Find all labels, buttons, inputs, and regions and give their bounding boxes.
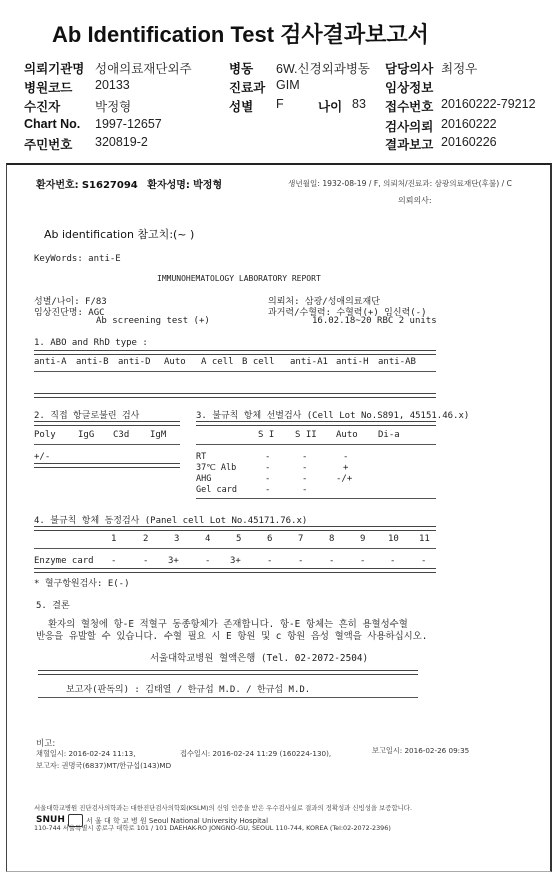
header-label: Chart No. — [24, 117, 81, 131]
divider — [34, 526, 436, 531]
transfusion-detail: 16.02.18~20 RBC 2 units — [312, 316, 437, 326]
screen-value: - — [265, 452, 271, 462]
snuh-logo: SNUH — [36, 815, 65, 825]
collect-date: 채혈일시: 2016-02-24 11:13, — [36, 749, 136, 758]
panel-col: 6 — [267, 534, 273, 544]
transfusion-history: 과거력/수혈력: 수혈력(+) 임신력(-) — [268, 308, 427, 318]
patient-no: S1627094 — [81, 180, 138, 191]
panel-col: 1 — [111, 534, 117, 544]
header-label: 병원코드 — [24, 81, 73, 95]
blood-bank: 서울대학교병원 혈액은행 (Tel. 02-2072-2504) — [150, 653, 369, 664]
header-label: 수진자 — [24, 100, 61, 114]
hospital-address: 110-744 서울특별시 종로구 대학로 101 / 101 DAEHAK-RO JONGNO-GU, SEOUL 110-744, KOREA (Tel:02-2072-2396) — [34, 824, 391, 832]
panel-col: 5 — [236, 534, 242, 544]
divider — [196, 498, 436, 499]
header-label: 성별 — [229, 100, 254, 114]
abo-col: anti-D — [118, 357, 151, 367]
panel-col: 8 — [329, 534, 335, 544]
panel-value: - — [360, 556, 366, 566]
panel-value: - — [143, 556, 149, 566]
abo-col: A cell — [201, 357, 234, 367]
screen-value: - — [302, 463, 308, 473]
header-label: 나이 — [318, 100, 343, 114]
header-label: 진료과 — [229, 81, 266, 95]
conclusion-title: 5. 결론 — [36, 601, 70, 611]
screen-row-label: Gel card — [196, 485, 237, 495]
screen-col: Di-a — [378, 430, 400, 440]
screen-row-label: 37℃ Alb — [196, 463, 237, 473]
header-value: 1997-12657 — [95, 117, 162, 131]
screen-value: -/+ — [336, 474, 353, 484]
screen-col: S II — [295, 430, 317, 440]
divider — [38, 697, 418, 698]
doctor-label: 의뢰의사: — [398, 196, 432, 205]
abo-col: anti-A — [34, 357, 67, 367]
panel-col: 4 — [205, 534, 211, 544]
reporter: 보고자(판독의) : 김태열 / 한규섭 M.D. / 한규섭 M.D. — [66, 685, 311, 695]
divider — [38, 670, 418, 675]
section1-title: 1. ABO and RhD type : — [34, 338, 148, 348]
header-label: 검사의뢰 — [385, 120, 434, 134]
header-label: 의뢰기관명 — [24, 62, 85, 76]
client: 의뢰처: 삼광/성애의료재단 — [268, 297, 380, 307]
header-value: 20160222-79212 — [441, 97, 536, 111]
conclusion-line1: 환자의 혈청에 항-E 적혈구 동종항체가 존재합니다. 항-E 항체는 흔히 용혈성수혈 — [48, 619, 408, 630]
header-label: 임상정보 — [385, 81, 434, 95]
header-value: GIM — [276, 78, 300, 92]
panel-value: 3+ — [230, 556, 241, 566]
abo-col: anti-H — [336, 357, 369, 367]
header-label: 담당의사 — [385, 62, 434, 76]
panel-col: 7 — [298, 534, 304, 544]
report-date: 보고일시: 2016-02-26 09:35 — [372, 746, 470, 755]
screen-value: - — [265, 474, 271, 484]
divider — [34, 444, 180, 445]
screen-value: - — [302, 474, 308, 484]
lab-report-title: IMMUNOHEMATOLOGY LABORATORY REPORT — [157, 274, 321, 283]
panel-value: 3+ — [168, 556, 179, 566]
divider — [34, 463, 180, 468]
dat-col: IgM — [150, 430, 167, 440]
header-value: 20160226 — [441, 135, 497, 149]
header-label: 주민번호 — [24, 138, 73, 152]
certification-note: 서울대학교병원 진단검사의학과는 대한진단검사의학회(KSLM)의 신임 인증을 받은 우수검사실로 결과의 정확성과 신빙성을 보증합니다. — [34, 804, 413, 812]
panel-value: - — [329, 556, 335, 566]
panel-col: 9 — [360, 534, 366, 544]
divider — [196, 421, 436, 426]
conclusion-line2: 반응을 유발할 수 있습니다. 수혈 필요 시 E 항원 및 c 항원 음성 혈액을 사용하십시오. — [36, 631, 428, 642]
patient-name-label: 환자성명: — [147, 180, 190, 191]
header-value: 박정형 — [95, 100, 132, 114]
screen-row-label: AHG — [196, 474, 212, 484]
reference-title: Ab identification 참고치:(~ ) — [44, 228, 195, 241]
header-label: 결과보고 — [385, 138, 434, 152]
abo-col: Auto — [164, 357, 186, 367]
diagnosis: 임상진단명: AGC — [34, 308, 105, 318]
screening-test: Ab screening test (+) — [96, 316, 210, 326]
screen-value: - — [265, 463, 271, 473]
panel-col: 3 — [174, 534, 180, 544]
dat-col: C3d — [113, 430, 130, 440]
screen-value: + — [343, 463, 349, 473]
antigen-test: * 혈구항원검사: E(-) — [34, 579, 130, 589]
patient-details: 생년월일: 1932-08-19 / F, 의뢰처/진료과: 삼광의료재단(후불) / C — [288, 179, 512, 188]
panel-row-label: Enzyme card — [34, 556, 94, 566]
panel-value: - — [267, 556, 273, 566]
header-label: 접수번호 — [385, 100, 434, 114]
panel-value: - — [298, 556, 304, 566]
receive-date: 접수일시: 2016-02-24 11:29 (160224-130), — [180, 749, 332, 758]
divider — [34, 350, 436, 355]
header-value: 20160222 — [441, 117, 497, 131]
header-value: 최정우 — [441, 62, 478, 76]
screen-value: - — [302, 452, 308, 462]
patient-name: 박정형 — [193, 180, 223, 191]
header-value: 성애의료재단외주 — [95, 62, 192, 76]
panel-col: 11 — [419, 534, 430, 544]
header-value: 20133 — [95, 78, 130, 92]
panel-value: - — [205, 556, 211, 566]
section2-title: 2. 직접 항글로불린 검사 — [34, 411, 140, 421]
page-title: Ab Identification Test 검사결과보고서 — [52, 22, 429, 47]
section4-title: 4. 불규칙 항체 동정검사 (Panel cell Lot No.45171.76.x) — [34, 516, 308, 526]
patient-no-label: 환자번호: — [36, 180, 79, 191]
screen-value: - — [302, 485, 308, 495]
divider — [34, 568, 436, 573]
screen-value: - — [343, 452, 349, 462]
sex-age: 성별/나이: F/83 — [34, 297, 107, 307]
abo-col: B cell — [242, 357, 275, 367]
dat-col: Poly — [34, 430, 56, 440]
dat-col: IgG — [78, 430, 95, 440]
divider — [34, 421, 180, 426]
divider — [34, 371, 436, 372]
divider — [34, 393, 436, 398]
abo-col: anti-AB — [378, 357, 416, 367]
panel-value: - — [111, 556, 117, 566]
header-label: 병동 — [229, 62, 254, 76]
divider — [34, 548, 436, 549]
screen-col: S I — [258, 430, 275, 440]
screen-value: - — [265, 485, 271, 495]
section3-title: 3. 불규칙 항체 선별검사 (Cell Lot No.S891, 45151.46.x) — [196, 411, 470, 421]
screen-col: Auto — [336, 430, 358, 440]
divider — [196, 444, 436, 445]
abo-col: anti-B — [76, 357, 109, 367]
header-value: 83 — [352, 97, 366, 111]
header-value: F — [276, 97, 284, 111]
keywords: KeyWords: anti-E — [34, 254, 121, 264]
hospital-name: 서 울 대 학 교 병 원 Seoul National University Hospital — [86, 817, 269, 825]
panel-value: - — [421, 556, 427, 566]
patient-line — [36, 176, 222, 191]
panel-col: 10 — [388, 534, 399, 544]
reporter-detail: 보고자: 권명국(6837)MT/한규섭(143)MD — [36, 761, 172, 770]
panel-value: - — [390, 556, 396, 566]
screen-row-label: RT — [196, 452, 207, 462]
abo-col: anti-A1 — [290, 357, 328, 367]
header-value: 6W.신경외과병동 — [276, 62, 370, 76]
remarks-label: 비고: — [36, 739, 56, 749]
panel-col: 2 — [143, 534, 149, 544]
header-value: 320819-2 — [95, 135, 148, 149]
dat-value: +/- — [34, 452, 51, 462]
